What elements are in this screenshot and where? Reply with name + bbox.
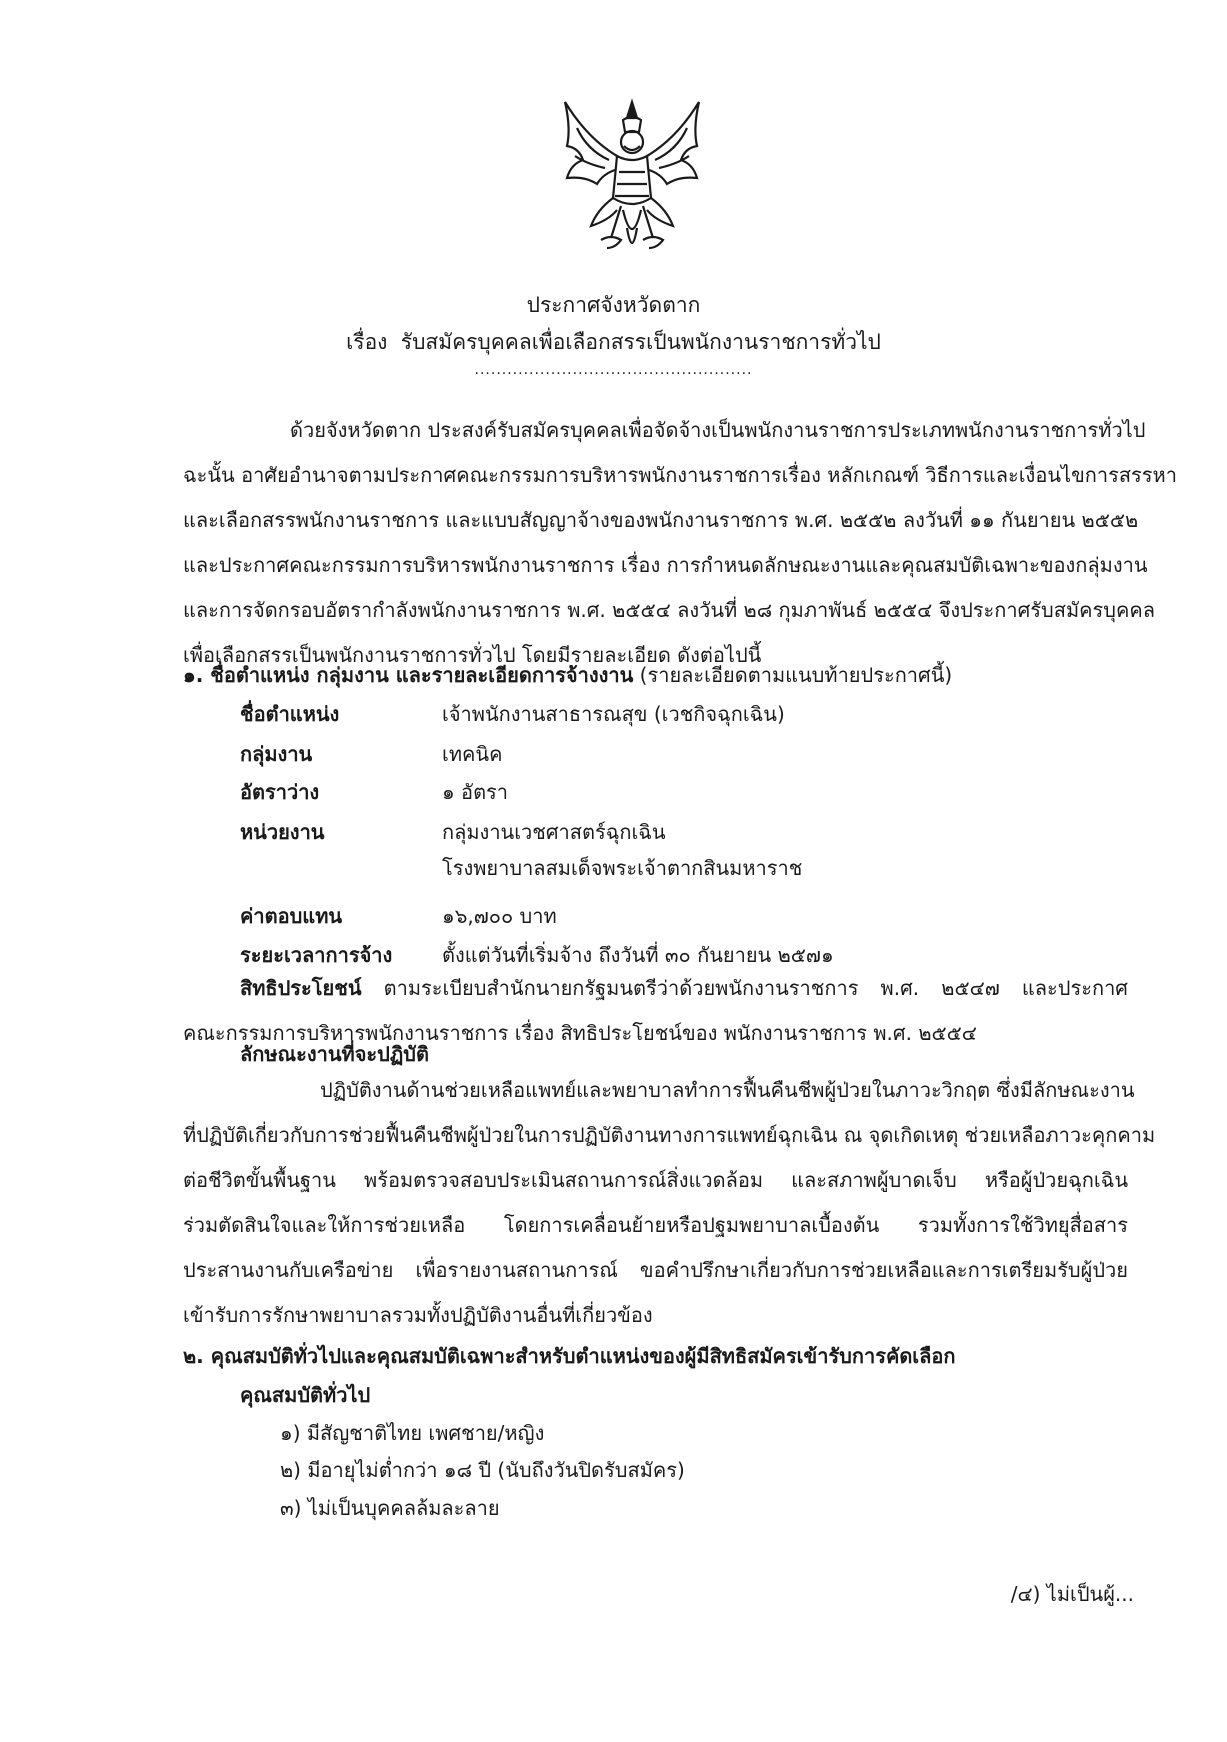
qualification-item: ๒) มีอายุไม่ต่ำกว่า ๑๘ ปี (นับถึงวันปิดรับสมัคร) bbox=[280, 1458, 685, 1482]
benefits-text: ตามระเบียบสำนักนายกรัฐมนตรีว่าด้วยพนักงานราชการ พ.ศ. ๒๕๔๗ และประกาศ bbox=[383, 976, 1129, 1000]
subject-label: เรื่อง bbox=[346, 330, 388, 354]
intro-line: เพื่อเลือกสรรเป็นพนักงานราชการทั่วไป โดยมีรายละเอียด ดังต่อไปนี้ bbox=[183, 643, 762, 667]
field-label-position: ชื่อตำแหน่ง bbox=[240, 702, 340, 726]
field-value-group: เทคนิค bbox=[442, 742, 503, 766]
benefits-line bbox=[183, 976, 1128, 1021]
document-title: ประกาศจังหวัดตาก bbox=[526, 293, 701, 317]
duties-paragraph bbox=[183, 1078, 1156, 1348]
field-value-vacancy: ๑ อัตรา bbox=[442, 780, 509, 804]
intro-line: และเลือกสรรพนักงานราชการ และแบบสัญญาจ้างของพนักงานราชการ พ.ศ. ๒๕๕๒ ลงวันที่ ๑๑ กันยายน ๒๕๕๒ bbox=[183, 508, 1139, 532]
section1-heading-text: ๑. ชื่อตำแหน่ง กลุ่มงาน และรายละเอียดการจ้างงาน bbox=[183, 663, 634, 687]
field-value-hospital: โรงพยาบาลสมเด็จพระเจ้าตากสินมหาราช bbox=[442, 856, 803, 880]
benefits-label: สิทธิประโยชน์ bbox=[240, 976, 362, 1000]
intro-line: และการจัดกรอบอัตรากำลังพนักงานราชการ พ.ศ. ๒๕๕๔ ลงวันที่ ๒๘ กุมภาพันธ์ ๒๕๕๔ จึงประกาศรับสมัครบุคคล bbox=[183, 598, 1155, 622]
page-continuation: /๔) ไม่เป็นผู้... bbox=[1010, 1582, 1134, 1606]
qualification-item: ๓) ไม่เป็นบุคคลล้มละลาย bbox=[280, 1496, 500, 1520]
subject-text: รับสมัครบุคคลเพื่อเลือกสรรเป็นพนักงานราชการทั่วไป bbox=[400, 330, 881, 354]
field-value-position: เจ้าพนักงานสาธารณสุข (เวชกิจฉุกเฉิน) bbox=[442, 702, 785, 726]
garuda-emblem bbox=[557, 98, 707, 268]
intro-line: ฉะนั้น อาศัยอำนาจตามประกาศคณะกรรมการบริหารพนักงานราชการเรื่อง หลักเกณฑ์ วิธีการและเงื่อนไขการสรรหา bbox=[183, 463, 1177, 487]
section1-heading-note: (รายละเอียดตามแนบท้ายประกาศนี้) bbox=[639, 663, 953, 687]
qualification-item: ๑) มีสัญชาติไทย เพศชาย/หญิง bbox=[280, 1421, 545, 1445]
field-label-vacancy: อัตราว่าง bbox=[240, 780, 320, 804]
section2-subheading: คุณสมบัติทั่วไป bbox=[240, 1383, 371, 1407]
field-value-duration: ตั้งแต่วันที่เริ่มจ้าง ถึงวันที่ ๓๐ กันยายน ๒๕๗๑ bbox=[442, 943, 834, 967]
duties-heading: ลักษณะงานที่จะปฏิบัติ bbox=[240, 1042, 429, 1066]
subject-line bbox=[0, 326, 1227, 359]
title-divider: ................................................... bbox=[474, 362, 753, 378]
intro-line: และประกาศคณะกรรมการบริหารพนักงานราชการ เรื่อง การกำหนดลักษณะงานและคุณสมบัติเฉพาะของกลุ่มงาน bbox=[183, 553, 1148, 577]
duties-line: ปฏิบัติงานด้านช่วยเหลือแพทย์และพยาบาลทำการฟื้นคืนชีพผู้ป่วยในภาวะวิกฤต ซึ่งมีลักษณะงาน bbox=[320, 1078, 1135, 1102]
field-label-salary: ค่าตอบแทน bbox=[240, 904, 343, 928]
section2-heading: ๒. คุณสมบัติทั่วไปและคุณสมบัติเฉพาะสำหรับตำแหน่งของผู้มีสิทธิสมัครเข้ารับการคัดเลือก bbox=[183, 1344, 956, 1368]
field-value-unit: กลุ่มงานเวชศาสตร์ฉุกเฉิน bbox=[442, 820, 666, 844]
duties-line: ร่วมตัดสินใจและให้การช่วยเหลือ โดยการเคลื่อนย้ายหรือปฐมพยาบาลเบื้องต้น รวมทั้งการใช้วิทยุสื่อสาร bbox=[183, 1213, 1128, 1237]
intro-paragraph bbox=[183, 418, 1177, 688]
intro-line: ด้วยจังหวัดตาก ประสงค์รับสมัครบุคคลเพื่อจัดจ้างเป็นพนักงานราชการประเภทพนักงานราชการทั่วไป bbox=[290, 418, 1146, 442]
duties-line: ต่อชีวิตขั้นพื้นฐาน พร้อมตรวจสอบประเมินสถานการณ์สิ่งแวดล้อม และสภาพผู้บาดเจ็บ หรือผู้ป่วยฉุกเฉิน bbox=[183, 1168, 1128, 1192]
duties-line: ที่ปฏิบัติเกี่ยวกับการช่วยฟื้นคืนชีพผู้ป่วยในการปฏิบัติงานทางการแพทย์ฉุกเฉิน ณ จุดเกิดเหตุ ช่วยเหลือภาวะคุกคาม bbox=[183, 1123, 1156, 1147]
field-label-unit: หน่วยงาน bbox=[240, 820, 325, 844]
field-label-group: กลุ่มงาน bbox=[240, 742, 313, 766]
benefits-line: คณะกรรมการบริหารพนักงานราชการ เรื่อง สิทธิประโยชน์ของ พนักงานราชการ พ.ศ. ๒๕๕๔ bbox=[183, 1021, 977, 1045]
field-value-salary: ๑๖,๗๐๐ บาท bbox=[442, 904, 557, 928]
duties-line: ประสานงานกับเครือข่าย เพื่อรายงานสถานการณ์ ขอคำปรึกษาเกี่ยวกับการช่วยเหลือและการเตรียมรับผู้ป่วย bbox=[183, 1258, 1128, 1282]
duties-line: เข้ารับการรักษาพยาบาลรวมทั้งปฏิบัติงานอื่นที่เกี่ยวข้อง bbox=[183, 1303, 653, 1327]
field-label-duration: ระยะเวลาการจ้าง bbox=[240, 943, 393, 967]
section1-heading bbox=[183, 659, 952, 691]
